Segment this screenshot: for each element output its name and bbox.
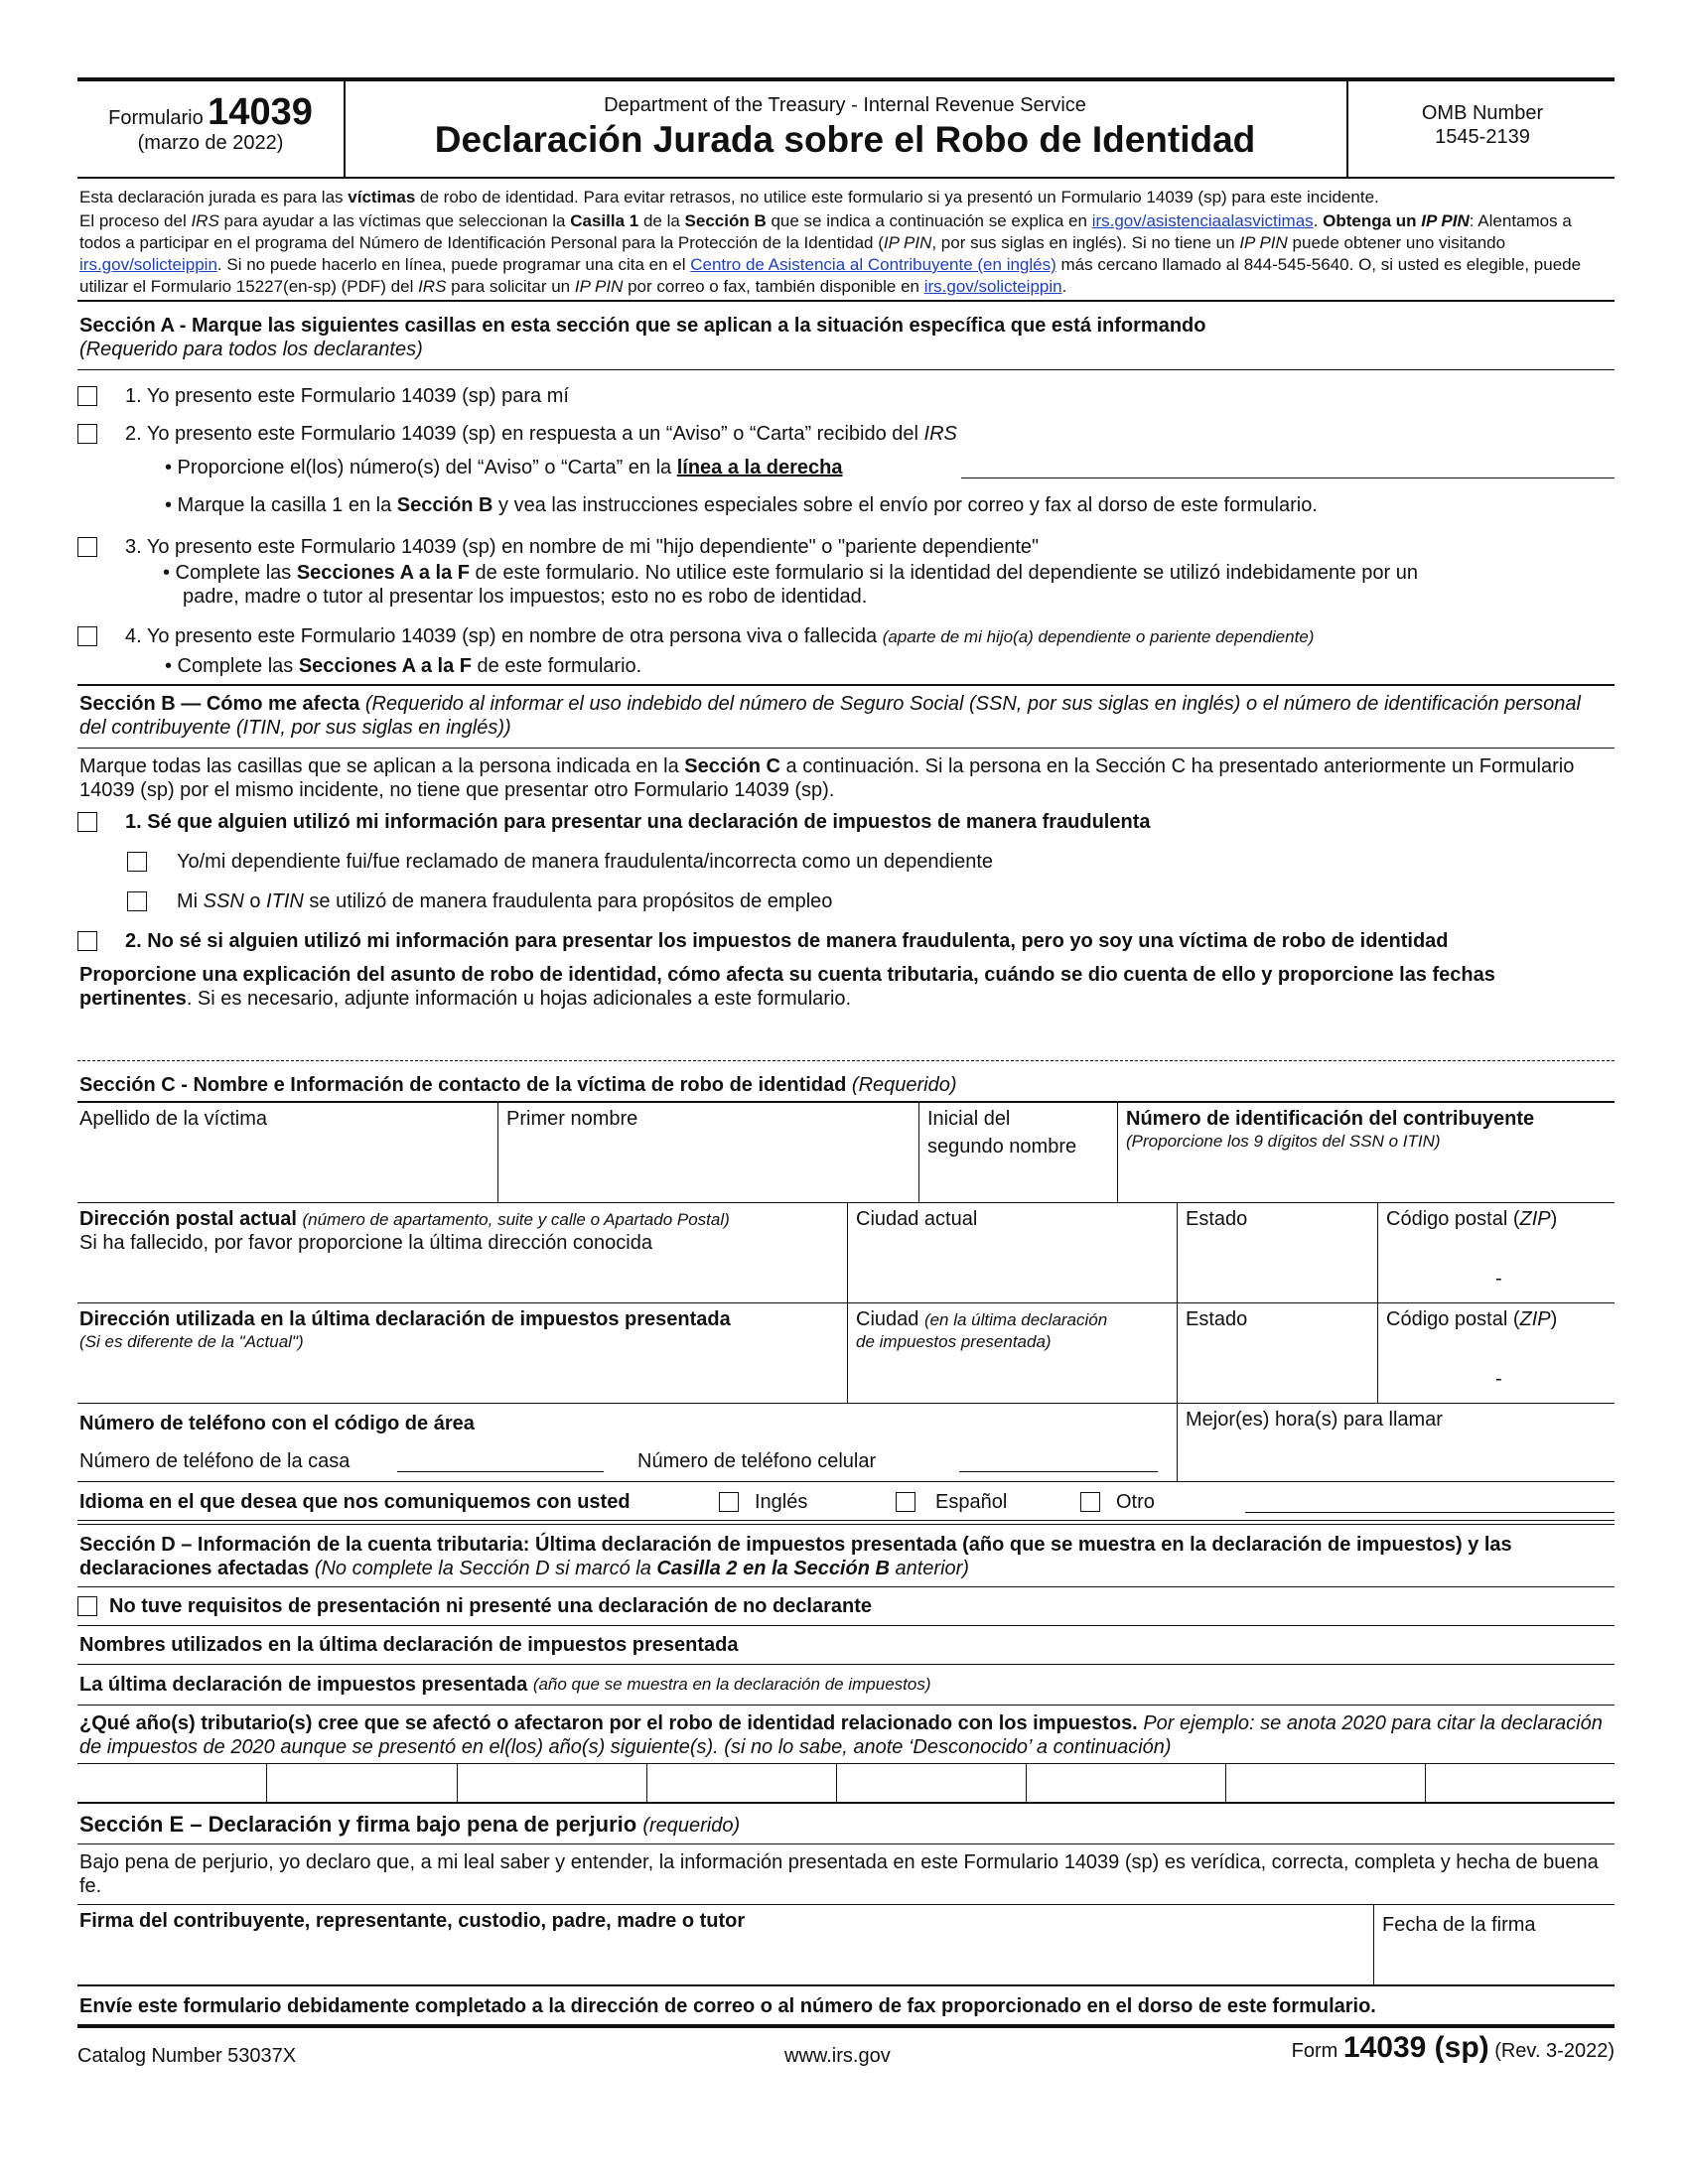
zip-dash: - bbox=[1495, 1368, 1502, 1390]
intro-bold: Obtenga un bbox=[1323, 211, 1422, 230]
zip-label: Código postal ( bbox=[1386, 1308, 1520, 1330]
section-e-note: (requerido) bbox=[642, 1815, 741, 1837]
affected-years-note: Por ejemplo: se anota 2020 para citar la declaración de impuestos de 2020 aunque se presentó en el(los) año(s) siguiente(s). (si no lo sabe, anote ‘Desconocido’ a continuación) bbox=[79, 1712, 1603, 1758]
intro-text: puede obtener uno visitando bbox=[1287, 233, 1506, 252]
explanation-prompt bbox=[77, 961, 1615, 1011]
section-b-option-1-label: 1. Sé que alguien utilizó mi información para presentar una declaración de impuestos de manera fraudulenta bbox=[125, 811, 1151, 833]
checkbox-a4[interactable] bbox=[77, 626, 97, 646]
phone-fields bbox=[77, 1404, 1178, 1481]
section-b-option-1 bbox=[77, 802, 1615, 842]
language-label: Idioma en el que desea que nos comuniquemos con usted bbox=[79, 1491, 631, 1513]
affected-year-1[interactable] bbox=[77, 1764, 267, 1802]
previous-state-field[interactable] bbox=[1178, 1303, 1378, 1403]
explanation-text: . Si es necesario, adjunte información u hojas adicionales a este formulario. bbox=[186, 988, 852, 1010]
zip-label: ) bbox=[1550, 1208, 1558, 1230]
section-a-item-1 bbox=[77, 376, 1615, 416]
section-a-item-4-note: (aparte de mi hijo(a) dependiente o pariente dependiente) bbox=[882, 627, 1315, 646]
signature-row bbox=[77, 1905, 1615, 1986]
section-a-item-2-bullet-1 bbox=[77, 452, 1615, 485]
section-b-title: Sección B — Cómo me afecta bbox=[79, 693, 365, 715]
home-phone-input[interactable] bbox=[397, 1471, 604, 1472]
footer-revision: (Rev. 3-2022) bbox=[1488, 2040, 1615, 2062]
bullet-text: de este formulario. bbox=[472, 655, 642, 677]
best-time-field[interactable] bbox=[1178, 1404, 1615, 1481]
middle-initial-label-2: segundo nombre bbox=[927, 1136, 1077, 1158]
intro-text: que se indica a continuación se explica en bbox=[766, 211, 1092, 230]
perjury-statement: Bajo pena de perjurio, yo declaro que, a mi leal saber y entender, la información presentada en este Formulario 14039 (sp) es verídica, correcta, completa y hecha de buena fe. bbox=[77, 1844, 1615, 1905]
section-b-option-2 bbox=[77, 921, 1615, 961]
affected-year-5[interactable] bbox=[837, 1764, 1027, 1802]
omb-label: OMB Number bbox=[1421, 102, 1544, 124]
intro-bold: Casilla 1 bbox=[570, 211, 639, 230]
bullet-text: padre, madre o tutor al presentar los impuestos; esto no es robo de identidad. bbox=[183, 586, 868, 608]
irs-text: IRS bbox=[923, 423, 957, 445]
city-label: Ciudad actual bbox=[856, 1208, 978, 1230]
checkbox-a3[interactable] bbox=[77, 537, 97, 557]
section-b-option-1a bbox=[77, 842, 1615, 882]
zip-dash: - bbox=[1495, 1268, 1502, 1290]
section-d-note: anterior) bbox=[889, 1558, 969, 1579]
section-b-intro-text: a continuación. Si la persona en la Sección C ha presentado anteriormente un Formulario 14039 (sp) por el mismo incidente, no tiene que presentar otro Formulario 14039 (sp). bbox=[79, 755, 1575, 801]
phone-label: Número de teléfono con el código de área bbox=[79, 1413, 475, 1434]
get-ippin-link[interactable]: irs.gov/solicteippin bbox=[79, 255, 217, 274]
language-other: Otro bbox=[1116, 1491, 1155, 1513]
tin-field[interactable] bbox=[1118, 1103, 1615, 1202]
checkbox-a2[interactable] bbox=[77, 424, 97, 444]
names-used-label: Nombres utilizados en la última declaración de impuestos presentada bbox=[79, 1634, 739, 1656]
signature-date-label: Fecha de la firma bbox=[1382, 1914, 1536, 1936]
previous-city-note-2: de impuestos presentada) bbox=[856, 1332, 1052, 1351]
previous-address-field[interactable] bbox=[77, 1303, 848, 1403]
option-text: se utilizó de manera fraudulenta para propósitos de empleo bbox=[303, 890, 833, 912]
intro-text: para ayudar a las víctimas que seleccionan la bbox=[218, 211, 571, 230]
bullet-bold: Secciones A a la F bbox=[296, 562, 470, 584]
tin-label: Número de identificación del contribuyente bbox=[1126, 1108, 1535, 1130]
intro-text bbox=[77, 179, 1615, 302]
last-return-note: (año que se muestra en la declaración de impuestos) bbox=[532, 1675, 931, 1694]
current-city-field[interactable] bbox=[848, 1203, 1178, 1302]
checkbox-spanish[interactable] bbox=[896, 1492, 915, 1512]
explanation-field[interactable] bbox=[77, 1011, 1615, 1061]
affected-year-6[interactable] bbox=[1027, 1764, 1226, 1802]
bullet-text: • Complete las bbox=[163, 562, 297, 584]
send-instructions bbox=[77, 1986, 1615, 2028]
intro-text: de la bbox=[638, 211, 685, 230]
current-state-field[interactable] bbox=[1178, 1203, 1378, 1302]
affected-year-2[interactable] bbox=[267, 1764, 457, 1802]
bullet-bold: línea a la derecha bbox=[676, 457, 843, 478]
bullet-text: • Marque la casilla 1 en la bbox=[165, 494, 397, 516]
section-a-item-4-bullet bbox=[77, 654, 1615, 684]
section-d-heading bbox=[77, 1524, 1615, 1587]
bullet-bold: Secciones A a la F bbox=[298, 655, 472, 677]
intro-text: más cercano llamado al 844-545-5640. O, si usted es elegible, puede utilizar el Formulario 15227(en-sp) (PDF) del bbox=[79, 255, 1582, 296]
middle-initial-field[interactable] bbox=[919, 1103, 1118, 1202]
zip-label: ZIP bbox=[1519, 1208, 1551, 1230]
language-row bbox=[77, 1482, 1615, 1521]
option-text: ITIN bbox=[266, 890, 304, 912]
section-b-intro-bold: Sección C bbox=[684, 755, 780, 777]
form-header bbox=[77, 77, 1615, 179]
previous-city-label: Ciudad bbox=[856, 1308, 924, 1330]
language-spanish: Español bbox=[935, 1491, 1008, 1513]
zip-label: Código postal ( bbox=[1386, 1208, 1520, 1230]
intro-bold: Sección B bbox=[684, 211, 767, 230]
section-c-heading bbox=[77, 1061, 1615, 1103]
section-d-note: (No complete la Sección D si marcó la bbox=[314, 1558, 657, 1579]
first-name-label: Primer nombre bbox=[506, 1108, 638, 1130]
section-b-option-2-label: 2. No sé si alguien utilizó mi información para presentar los impuestos de manera fraudulenta, pero yo soy una víctima de robo de identidad bbox=[125, 930, 1449, 952]
previous-zip-field[interactable] bbox=[1378, 1303, 1615, 1403]
bullet-text: de este formulario. No utilice este formulario si la identidad del dependiente se utilizó indebidamente por un bbox=[470, 562, 1419, 584]
zip-label: ZIP bbox=[1519, 1308, 1551, 1330]
bullet-text: • Proporcione el(los) número(s) del “Aviso” o “Carta” en la bbox=[165, 457, 677, 478]
section-b-intro bbox=[77, 749, 1615, 802]
ip-pin-text: IP PIN bbox=[1239, 233, 1288, 252]
signature-label: Firma del contribuyente, representante, custodio, padre, madre o tutor bbox=[79, 1910, 746, 1932]
section-a-items bbox=[77, 370, 1615, 684]
option-text: o bbox=[243, 890, 267, 912]
form-id-box bbox=[77, 81, 346, 177]
checkbox-english[interactable] bbox=[719, 1492, 739, 1512]
section-d-note-bold: Casilla 2 en la Sección B bbox=[656, 1558, 890, 1579]
current-address-field[interactable] bbox=[77, 1203, 848, 1302]
form-word: Formulario bbox=[108, 107, 204, 129]
form-number: 14039 bbox=[208, 91, 313, 133]
last-name-label: Apellido de la víctima bbox=[79, 1108, 267, 1130]
section-a-item-4 bbox=[77, 618, 1615, 654]
affected-years-prompt bbox=[77, 1706, 1615, 1764]
affected-year-7[interactable] bbox=[1226, 1764, 1426, 1802]
intro-text: . Si no puede hacerlo en línea, puede programar una cita en el bbox=[216, 255, 691, 274]
other-language-input[interactable] bbox=[1245, 1512, 1615, 1513]
form-title: Declaración Jurada sobre el Robo de Identidad bbox=[434, 119, 1256, 160]
signature-date-field[interactable] bbox=[1374, 1905, 1615, 1984]
address-label: Dirección postal actual bbox=[79, 1208, 303, 1230]
section-a-title: Sección A - Marque las siguientes casillas en esta sección que se aplican a la situación específica que está informando bbox=[79, 315, 1206, 337]
section-e-heading bbox=[77, 1804, 1615, 1844]
agency-name: Department of the Treasury - Internal Revenue Service bbox=[604, 94, 1086, 116]
footer-form-word: Form bbox=[1291, 2040, 1343, 2062]
language-english: Inglés bbox=[755, 1491, 808, 1513]
tin-note: (Proporcione los 9 dígitos del SSN o ITIN) bbox=[1126, 1132, 1441, 1151]
address-note: (número de apartamento, suite y calle o Apartado Postal) bbox=[302, 1210, 730, 1229]
names-used-field[interactable] bbox=[77, 1626, 1615, 1665]
form-date: (marzo de 2022) bbox=[137, 132, 284, 154]
address-sub: Si ha fallecido, por favor proporcione la última dirección conocida bbox=[79, 1232, 652, 1254]
section-b-note: (Requerido al informar el uso indebido del número de Seguro Social (SSN, por sus siglas en inglés) o el número de identificación personal del contribuyente (ITIN, por sus siglas en inglés)) bbox=[79, 693, 1581, 739]
form-footer bbox=[77, 2028, 1615, 2078]
section-a-item-2-bullet-2 bbox=[77, 485, 1615, 525]
taxpayer-assistance-center-link[interactable]: Centro de Asistencia al Contribuyente (en inglés) bbox=[690, 255, 1056, 274]
intro-text: para solicitar un bbox=[446, 277, 575, 296]
previous-address-row bbox=[77, 1303, 1615, 1404]
cell-phone-label: Número de teléfono celular bbox=[637, 1450, 877, 1472]
irs-text: IRS bbox=[191, 211, 219, 230]
checkbox-a1[interactable] bbox=[77, 386, 97, 406]
bullet-text: y vea las instrucciones especiales sobre el envío por correo y fax al dorso de este formulario. bbox=[492, 494, 1318, 516]
bullet-bold: Sección B bbox=[396, 494, 493, 516]
affected-years-row bbox=[77, 1764, 1615, 1804]
section-b-heading bbox=[77, 684, 1615, 749]
current-zip-field[interactable] bbox=[1378, 1203, 1615, 1302]
explanation-bold: Proporcione una explicación del asunto de robo de identidad, cómo afecta su cuenta tributaria, cuándo se dio cuenta de ello y proporcione las fechas pertinentes bbox=[79, 964, 1495, 1010]
checkbox-b2[interactable] bbox=[77, 931, 97, 951]
irs-website: www.irs.gov bbox=[784, 2045, 891, 2067]
section-a-item-4-label: 4. Yo presento este Formulario 14039 (sp) en nombre de otra persona viva o fallecida bbox=[125, 625, 883, 647]
signature-field[interactable] bbox=[77, 1905, 1374, 1984]
section-a-item-1-label: 1. Yo presento este Formulario 14039 (sp) para mí bbox=[125, 385, 569, 407]
last-return-label: La última declaración de impuestos presentada bbox=[79, 1674, 528, 1696]
state-label: Estado bbox=[1186, 1208, 1248, 1230]
phone-row bbox=[77, 1404, 1615, 1482]
intro-text: Esta declaración jurada es para las bbox=[79, 188, 349, 206]
middle-initial-label: Inicial del bbox=[927, 1108, 1011, 1130]
catalog-number: Catalog Number 53037X bbox=[77, 2045, 297, 2067]
section-a-item-2 bbox=[77, 416, 1615, 452]
first-name-field[interactable] bbox=[498, 1103, 919, 1202]
checkbox-no-filing-requirement[interactable] bbox=[77, 1596, 97, 1616]
bullet-text: • Complete las bbox=[165, 655, 299, 677]
irs-text: IRS bbox=[418, 277, 447, 296]
omb-box bbox=[1346, 81, 1617, 177]
previous-city-note: (en la última declaración bbox=[923, 1310, 1108, 1329]
no-filing-requirement-label: No tuve requisitos de presentación ni presenté una declaración de no declarante bbox=[109, 1595, 872, 1617]
section-a-item-3 bbox=[77, 529, 1615, 565]
section-b-option-1b bbox=[77, 882, 1615, 921]
omb-number: 1545-2139 bbox=[1435, 126, 1530, 148]
checkbox-b1[interactable] bbox=[77, 812, 97, 832]
no-filing-requirement bbox=[77, 1587, 1615, 1626]
form-page bbox=[77, 77, 1615, 2078]
section-c-note: (Requerido) bbox=[851, 1074, 957, 1096]
intro-text: de robo de identidad. Para evitar retrasos, no utilice este formulario si ya presentó un Formulario 14039 (sp) para este incidente. bbox=[415, 188, 1379, 206]
footer-form-number: 14039 (sp) bbox=[1342, 2031, 1489, 2064]
previous-city-field[interactable] bbox=[848, 1303, 1178, 1403]
affected-year-4[interactable] bbox=[647, 1764, 837, 1802]
checkbox-other-language[interactable] bbox=[1080, 1492, 1100, 1512]
intro-text: El proceso del bbox=[79, 211, 192, 230]
best-time-label: Mejor(es) hora(s) para llamar bbox=[1186, 1409, 1443, 1431]
send-instructions-text: Envíe este formulario debidamente completado a la dirección de correo o al número de fax proporcionado en el dorso de este formulario. bbox=[79, 1995, 1376, 2017]
section-a-heading bbox=[77, 302, 1615, 370]
section-a-item-2-label: 2. Yo presento este Formulario 14039 (sp) en respuesta a un “Aviso” o “Carta” recibido del bbox=[125, 423, 924, 445]
zip-label: ) bbox=[1550, 1308, 1558, 1330]
section-b-options bbox=[77, 802, 1615, 1061]
section-a-item-3-label: 3. Yo presento este Formulario 14039 (sp) en nombre de mi "hijo dependiente" o "pariente dependiente" bbox=[125, 536, 1040, 558]
ip-pin-text: IP PIN bbox=[883, 233, 932, 252]
get-ippin-link-2[interactable]: irs.gov/solicteippin bbox=[923, 277, 1062, 296]
victim-assistance-link[interactable]: irs.gov/asistenciaalasvictimas bbox=[1091, 211, 1314, 230]
cell-phone-input[interactable] bbox=[959, 1471, 1158, 1472]
ip-pin-text: IP PIN bbox=[1421, 211, 1470, 230]
ip-pin-text: IP PIN bbox=[574, 277, 624, 296]
option-text: Mi bbox=[177, 890, 204, 912]
previous-address-label: Dirección utilizada en la última declaración de impuestos presentada bbox=[79, 1308, 731, 1330]
victim-name-row bbox=[77, 1103, 1615, 1203]
affected-year-3[interactable] bbox=[458, 1764, 647, 1802]
section-b-intro-text: Marque todas las casillas que se aplican a la persona indicada en la bbox=[79, 755, 685, 777]
affected-years-question: ¿Qué año(s) tributario(s) cree que se afectó o afectaron por el robo de identidad relacionado con los impuestos. bbox=[79, 1712, 1144, 1734]
intro-text: por correo o fax, también disponible en bbox=[623, 277, 924, 296]
intro-bold: víctimas bbox=[348, 188, 416, 206]
option-text: SSN bbox=[203, 890, 244, 912]
section-b-option-1a-label: Yo/mi dependiente fui/fue reclamado de manera fraudulenta/incorrecta como un dependiente bbox=[177, 851, 994, 873]
section-a-subtitle: (Requerido para todos los declarantes) bbox=[79, 339, 423, 360]
section-a-item-3-bullet bbox=[77, 561, 1615, 609]
checkbox-b1b[interactable] bbox=[127, 891, 147, 911]
home-phone-label: Número de teléfono de la casa bbox=[79, 1450, 351, 1472]
intro-text: , por sus siglas en inglés). Si no tiene un bbox=[931, 233, 1240, 252]
last-return-field[interactable] bbox=[77, 1665, 1615, 1706]
state-label: Estado bbox=[1186, 1308, 1248, 1330]
affected-year-8[interactable] bbox=[1426, 1764, 1615, 1802]
previous-address-note: (Si es diferente de la "Actual") bbox=[79, 1332, 304, 1351]
intro-text: . bbox=[1061, 277, 1067, 296]
section-e-title: Sección E – Declaración y firma bajo pena de perjurio bbox=[79, 1812, 643, 1837]
title-box bbox=[344, 81, 1346, 177]
checkbox-b1a[interactable] bbox=[127, 852, 147, 872]
section-d-title: Sección D – Información de la cuenta tributaria: Última declaración de impuestos presentada (año que se muestra en la declaración de impuestos) y las declaraciones afectadas bbox=[79, 1534, 1512, 1579]
intro-text: . bbox=[1313, 211, 1324, 230]
current-address-row bbox=[77, 1203, 1615, 1303]
section-c-title: Sección C - Nombre e Información de contacto de la víctima de robo de identidad bbox=[79, 1074, 852, 1096]
last-name-field[interactable] bbox=[77, 1103, 498, 1202]
intro-text: : Alentamos a todos a participar en el programa del Número de Identificación Personal para la Protección de la Identidad ( bbox=[79, 211, 1572, 252]
